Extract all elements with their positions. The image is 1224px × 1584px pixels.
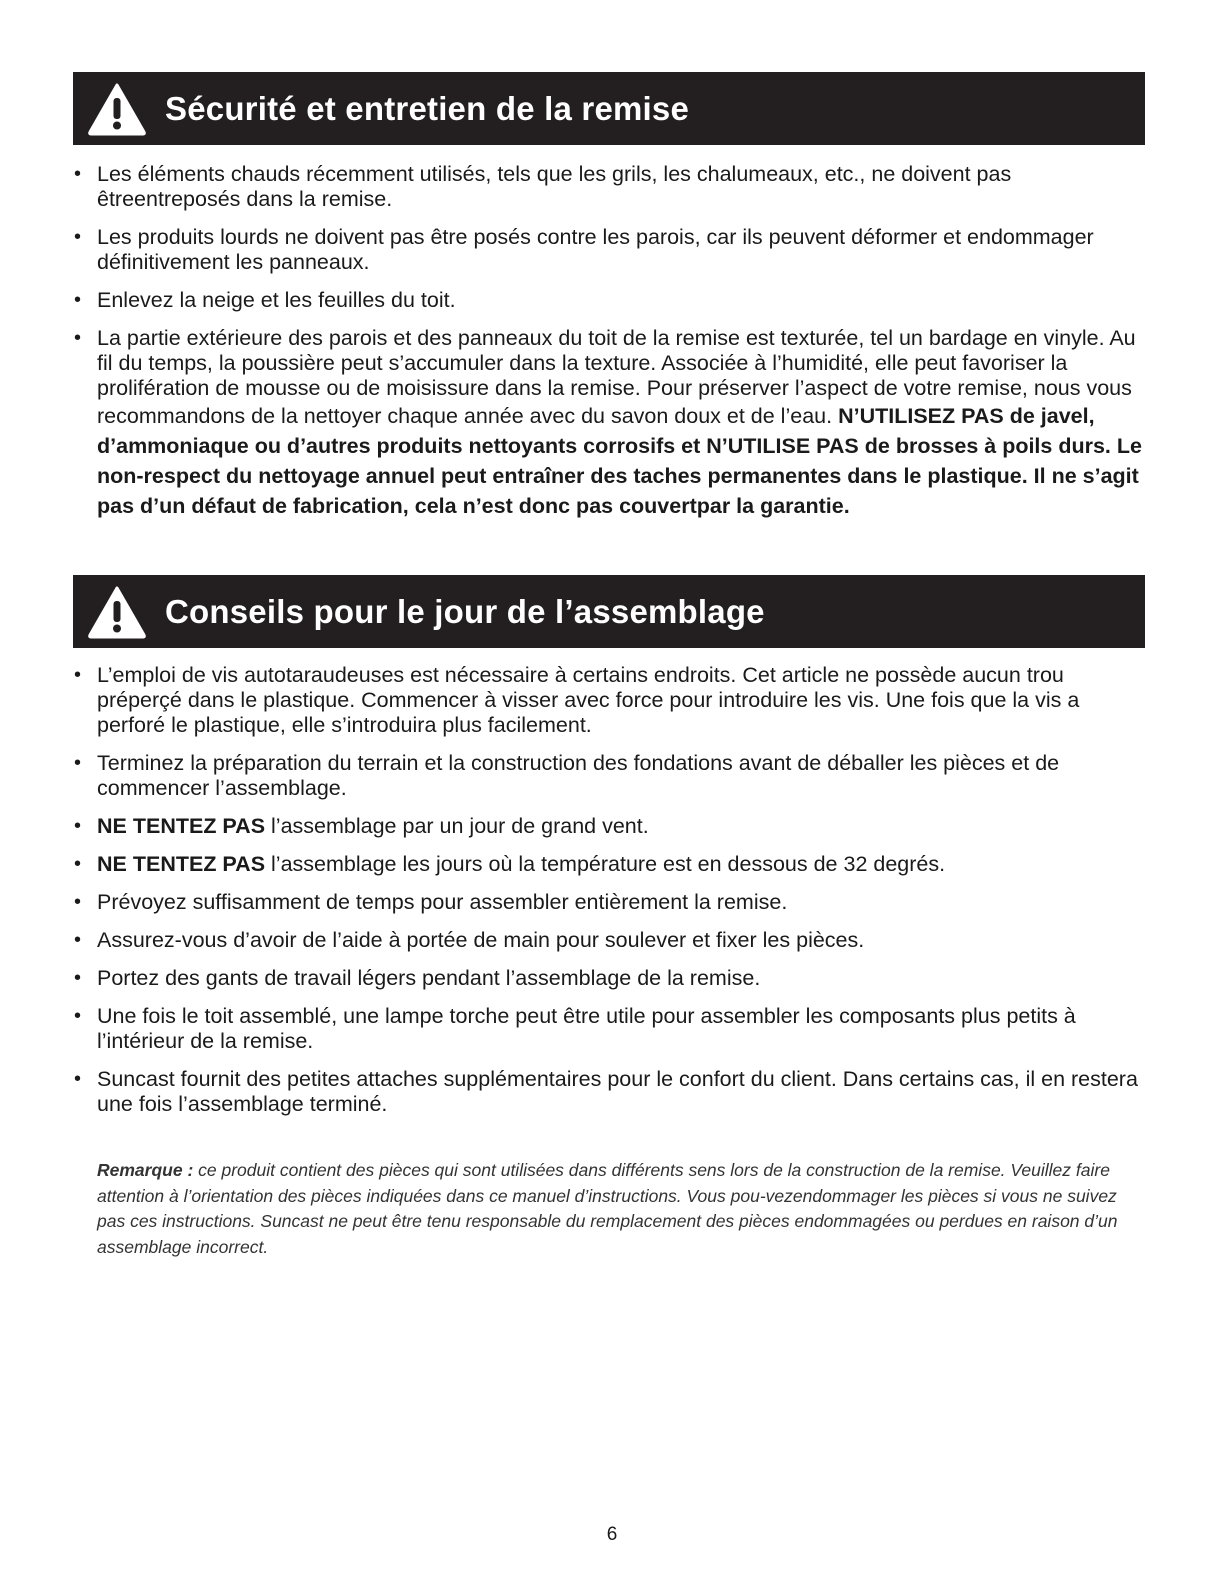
list-item: • Les éléments chauds récemment utilisés, tels que les grils, les chalumeaux, etc., ne doivent pas êtreentreposés dans la remise. <box>73 162 1148 212</box>
assembly-tips-list <box>73 663 1148 1130</box>
section-title: Conseils pour le jour de l’assemblage <box>165 593 765 630</box>
list-item <box>73 326 1148 521</box>
item-text: Portez des gants de travail légers pendant l’assemblage de la remise. <box>97 966 761 990</box>
item-text: La partie extérieure des parois et des panneaux du toit de la remise est texturée, tel un bardage en vinyle. Au fil du temps, la poussière peut s’accumuler dans la texture. Associée à l’humidité, elle peut favoriser la prolifération de mousse ou de moisissure dans la remise. Pour préserver l’aspect de votre remise, nous vous recommandons de la nettoyer chaque année avec du savon doux et de l’eau. <box>97 326 1136 428</box>
list-item <box>73 852 1148 877</box>
item-text: Assurez-vous d’avoir de l’aide à portée de main pour soulever et fixer les pièces. <box>97 928 865 952</box>
warning-triangle-icon <box>87 82 147 136</box>
safety-list <box>73 162 1148 534</box>
remark-text: ce produit contient des pièces qui sont utilisées dans différents sens lors de la construction de la remise. Veuillez faire attention à l’orientation des pièces indiquées dans ce manuel d’instructions. Vous pou-vezendommager les pièces si vous ne suivez pas ces instructions. Suncast ne peut être tenu responsable du remplacement des pièces endommagées ou perdues en raison d’un assemblage incorrect. <box>97 1160 1118 1257</box>
list-item <box>73 663 1148 738</box>
list-item <box>73 928 1148 953</box>
section-banner-assembly-tips <box>73 575 1145 648</box>
item-text: l’assemblage les jours où la température est en dessous de 32 degrés. <box>271 852 946 876</box>
list-item <box>73 751 1148 801</box>
emphasis-text: NE TENTEZ PAS <box>97 814 266 838</box>
item-text: l’assemblage par un jour de grand vent. <box>271 814 649 838</box>
list-item <box>73 966 1148 991</box>
warning-triangle-icon <box>87 585 147 639</box>
list-item <box>73 1004 1148 1054</box>
item-text: Terminez la préparation du terrain et la construction des fondations avant de déballer les pièces et de commencer l’assemblage. <box>97 751 1060 800</box>
list-item: • Enlevez la neige et les feuilles du toit. <box>73 288 1148 313</box>
item-text: Prévoyez suffisamment de temps pour assembler entièrement la remise. <box>97 890 788 914</box>
list-item: • Les produits lourds ne doivent pas être posés contre les parois, car ils peuvent déformer et endommager définitivement les panneaux. <box>73 225 1148 275</box>
list-item <box>73 1067 1148 1117</box>
item-text: de javel, d’ammoniaque ou d’autres produits nettoyants corrosifs et <box>97 404 1095 458</box>
remark-label: Remarque : <box>97 1160 194 1180</box>
emphasis-text: N’UTILISEZ PAS <box>838 404 1004 428</box>
emphasis-text: N’UTILISE PAS <box>706 434 859 458</box>
item-text: de brosses à poils durs. Le non-respect du nettoyage annuel peut entraîner des taches permanentes dans le plastique. Il ne s’agit pas d’un défaut de fabrication, cela n’est donc pas couvertpar la garantie. <box>97 434 1142 518</box>
page-number: 6 <box>606 1524 618 1545</box>
section-title: Sécurité et entretien de la remise <box>165 90 690 127</box>
list-item <box>73 890 1148 915</box>
section-banner-safety <box>73 72 1145 145</box>
remark-note <box>97 1158 1127 1260</box>
item-text: Une fois le toit assemblé, une lampe torche peut être utile pour assembler les composants plus petits à l’intérieur de la remise. <box>97 1004 1076 1053</box>
item-text: Suncast fournit des petites attaches supplémentaires pour le confort du client. Dans certains cas, il en restera une fois l’assemblage terminé. <box>97 1067 1138 1116</box>
emphasis-text: NE TENTEZ PAS <box>97 852 266 876</box>
list-item <box>73 814 1148 839</box>
item-text: L’emploi de vis autotaraudeuses est nécessaire à certains endroits. Cet article ne possède aucun trou préperçé dans le plastique. Commencer à visser avec force pour introduire les vis. Une fois que la vis a perforé le plastique, elle s’introduira plus facilement. <box>97 663 1080 737</box>
